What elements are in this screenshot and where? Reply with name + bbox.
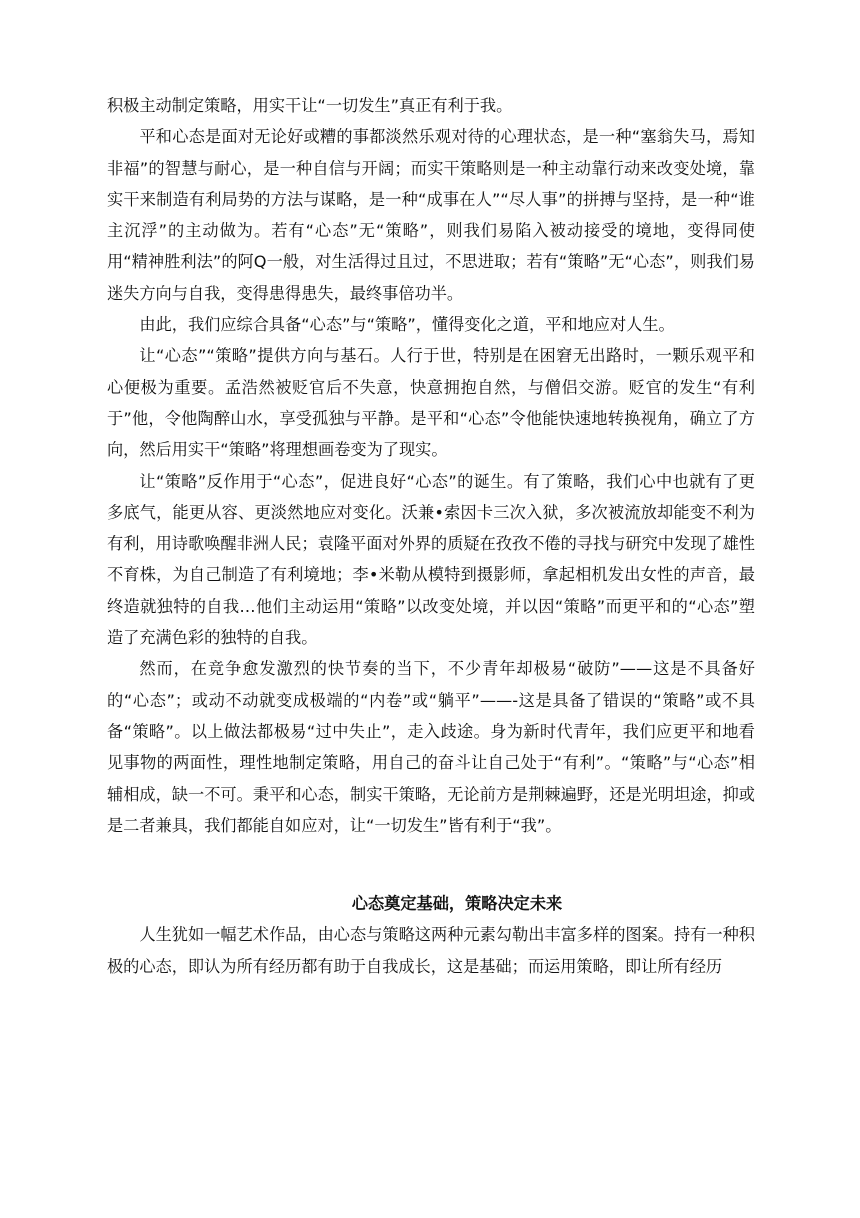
paragraph-youth-call: 然而，在竞争愈发激烈的快节奏的当下，不少青年却极易“破防”——这是不具备好的“心态”；或动不动就变成极端的“内卷”或“躺平”——-这是具备了错误的“策略”或不具备“策略”。以上做法都极易“过中失止”，走入歧途。身为新时代青年，我们应更平和地看见事物的两面性，理性地制定策略，用自己的奋斗让自己处于“有利”。“策略”与“心态”相辅相成，缺一不可。秉平和心态，制实干策略，无论前方是荆棘遍野，还是光明坦途，抑或是二者兼具，我们都能自如应对，让“一切发生”皆有利于“我”。 [107,659,755,835]
document-body [107,90,755,982]
paragraph-mindset-vs-strategy: 平和心态是面对无论好或糟的事都淡然乐观对待的心理状态，是一种“塞翁失马，焉知非福”的智慧与耐心，是一种自信与开阔；而实干策略则是一种主动靠行动来改变处境，靠实干来制造有利局势的方法与谋略，是一种“成事在人”“尽人事”的拼搏与坚持，是一种“谁主沉浮”的主动做为。若有“心态”无“策略”，则我们易陷入被动接受的境地，变得同使用“精神胜利法”的阿Q一般，对生活得过且过，不思进取；若有“策略”无“心态”，则我们易迷失方向与自我，变得患得患失，最终事倍功半。 [107,127,755,303]
paragraph-continuation: 积极主动制定策略，用实干让“一切发生”真正有利于我。 [107,96,513,115]
paragraph-essay-intro: 人生犹如一幅艺术作品，由心态与策略这两种元素勾勒出丰富多样的图案。持有一种积极的心态，即认为所有经历都有助于自我成长，这是基础；而运用策略，即让所有经历 [107,925,755,976]
paragraph-direction-foundation: 让“心态”“策略”提供方向与基石。人行于世，特别是在困窘无出路时，一颗乐观平和心便极为重要。孟浩然被贬官后不失意，快意拥抱自然，与僧侣交游。贬官的发生“有利于”他，令他陶醉山水，享受孤独与平静。是平和“心态”令他能快速地转换视角，确立了方向，然后用实干“策略”将理想画卷变为了现实。 [107,346,755,460]
essay-title: 心态奠定基础，策略决定未来 [351,894,563,914]
paragraph-conclusion-thesis: 由此，我们应综合具备“心态”与“策略”，懂得变化之道，平和地应对人生。 [139,315,675,335]
paragraph-strategy-feedback: 让“策略”反作用于“心态”，促进良好“心态”的诞生。有了策略，我们心中也就有了更多底气，能更从容、更淡然地应对变化。沃兼•索因卡三次入狱，多次被流放却能变不利为有利，用诗歌唤醒非洲人民；袁隆平面对外界的质疑在孜孜不倦的寻找与研究中发现了雄性不育株，为自己制造了有利境地；李•米勒从模特到摄影师，拿起相机发出女性的声音，最终造就独特的自我…他们主动运用“策略”以改变处境，并以因“策略”而更平和的“心态”塑造了充满色彩的独特的自我。 [107,471,755,648]
